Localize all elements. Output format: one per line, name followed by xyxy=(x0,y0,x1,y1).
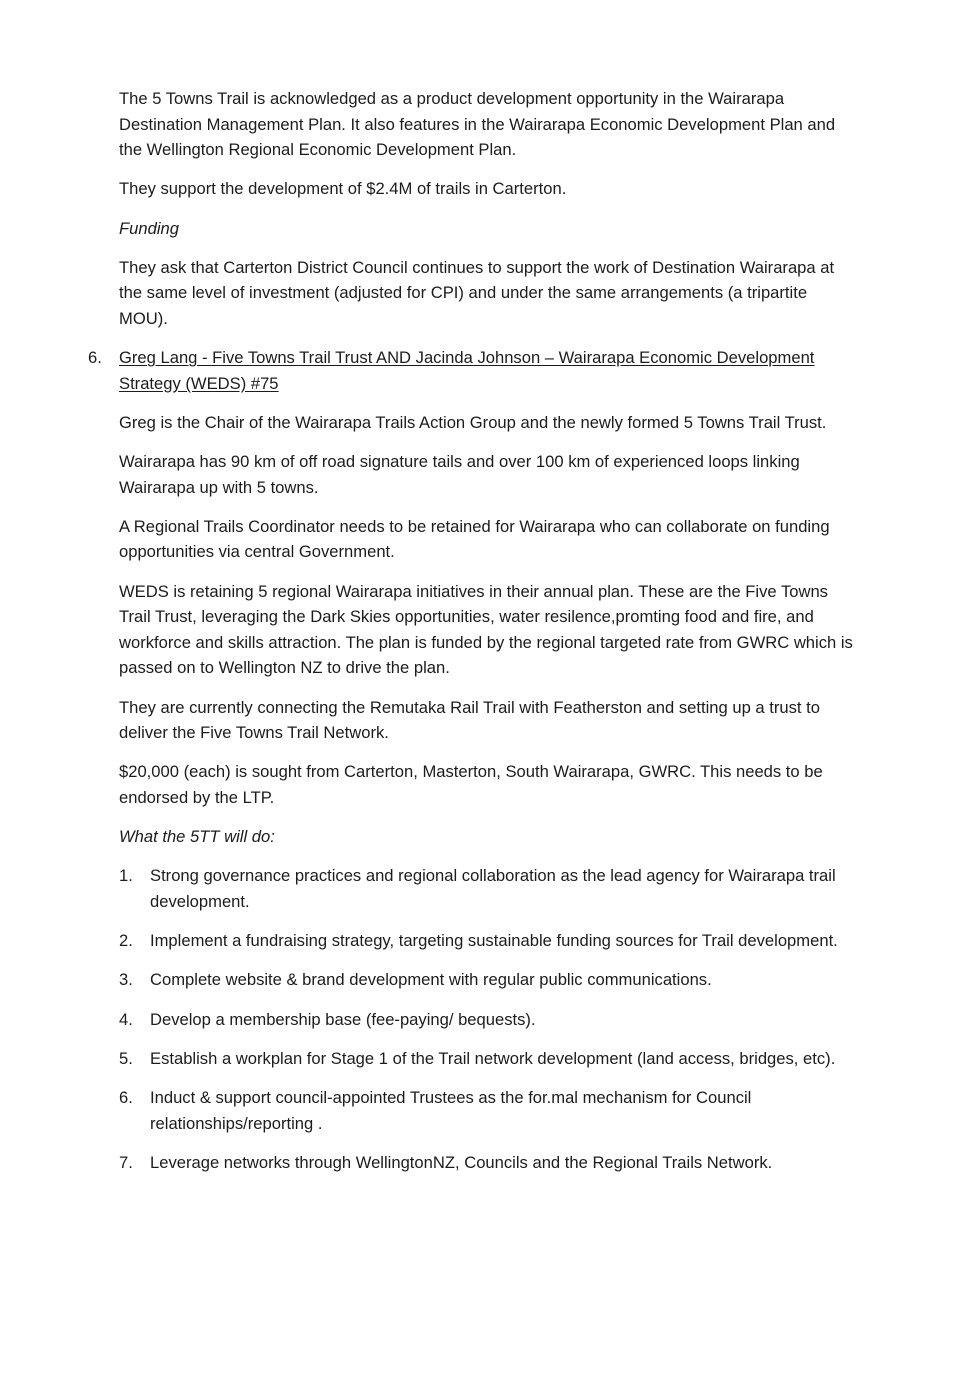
paragraph-rail-trail: They are currently connecting the Remutaka Rail Trail with Featherston and setting up a trust to deliver the Five Towns Trail Network. xyxy=(119,697,820,743)
list-item xyxy=(119,967,859,993)
list-item-number: 1. xyxy=(119,866,133,886)
list-item-text: Establish a workplan for Stage 1 of the Trail network development (land access, bridges, etc). xyxy=(150,1048,836,1068)
list-item xyxy=(119,1046,859,1072)
paragraph-funding: They ask that Carterton District Council continues to support the work of Destination Wairarapa at the same level of investment (adjusted for CPI) and under the same arrangements (a tripartite MOU). xyxy=(119,257,835,328)
list-item-text: Complete website & brand development with regular public communications. xyxy=(150,970,712,990)
list-item-number: 5. xyxy=(119,1048,133,1068)
paragraph-trails-coordinator: A Regional Trails Coordinator needs to be retained for Wairarapa who can collaborate on funding opportunities via central Government. xyxy=(119,516,830,562)
list-item-text: Strong governance practices and regional collaboration as the lead agency for Wairarapa trail development. xyxy=(150,866,836,911)
list-item-text: Implement a fundraising strategy, targeting sustainable funding sources for Trail development. xyxy=(150,931,838,951)
list-item xyxy=(119,863,859,914)
list-item-number: 3. xyxy=(119,970,133,990)
submission-title: Greg Lang - Five Towns Trail Trust AND Jacinda Johnson – Wairarapa Economic Development Strategy (WEDS) #75 xyxy=(119,348,815,393)
list-item-text: Develop a membership base (fee-paying/ bequests). xyxy=(150,1009,536,1029)
submission-number: 6. xyxy=(88,348,102,368)
list-item xyxy=(119,1150,859,1176)
list-item-number: 6. xyxy=(119,1087,133,1107)
list-item-text: Leverage networks through WellingtonNZ, Councils and the Regional Trails Network. xyxy=(150,1152,773,1172)
5tt-actions-list xyxy=(119,863,859,1175)
document-body xyxy=(88,86,859,1189)
list-item xyxy=(119,928,859,954)
list-item-number: 2. xyxy=(119,931,133,951)
paragraph-weds-initiatives: WEDS is retaining 5 regional Wairarapa initiatives in their annual plan. These are the Five Towns Trail Trust, leveraging the Dark Skies opportunities, water resilence,promting food and fire, and workforce and skills attraction. The plan is funded by the regional targeted rate from GWRC which is passed on to Wellington NZ to drive the plan. xyxy=(119,581,853,678)
list-item xyxy=(119,1085,859,1136)
paragraph-5-towns-trail: The 5 Towns Trail is acknowledged as a product development opportunity in the Wairarapa Destination Management Plan. It also features in the Wairarapa Economic Development Plan and the Wellington Regional Economic Development Plan. xyxy=(119,89,836,160)
paragraph-funding-request: $20,000 (each) is sought from Carterton, Masterton, South Wairarapa, GWRC. This needs to be endorsed by the LTP. xyxy=(119,762,823,807)
list-item-number: 4. xyxy=(119,1009,133,1029)
funding-heading: Funding xyxy=(119,218,179,238)
paragraph-trail-lengths: Wairarapa has 90 km of off road signature tails and over 100 km of experienced loops linking Wairarapa up with 5 towns. xyxy=(119,452,800,497)
list-item-number: 7. xyxy=(119,1152,133,1172)
paragraph-greg-chair: Greg is the Chair of the Wairarapa Trails Action Group and the newly formed 5 Towns Trail Trust. xyxy=(119,412,827,432)
list-item-text: Induct & support council-appointed Trustees as the for.mal mechanism for Council relationships/reporting . xyxy=(150,1087,752,1133)
submission-heading xyxy=(88,345,859,396)
paragraph-trails-investment: They support the development of $2.4M of trails in Carterton. xyxy=(119,179,567,199)
list-item xyxy=(119,1007,859,1033)
list-heading: What the 5TT will do: xyxy=(119,827,275,847)
